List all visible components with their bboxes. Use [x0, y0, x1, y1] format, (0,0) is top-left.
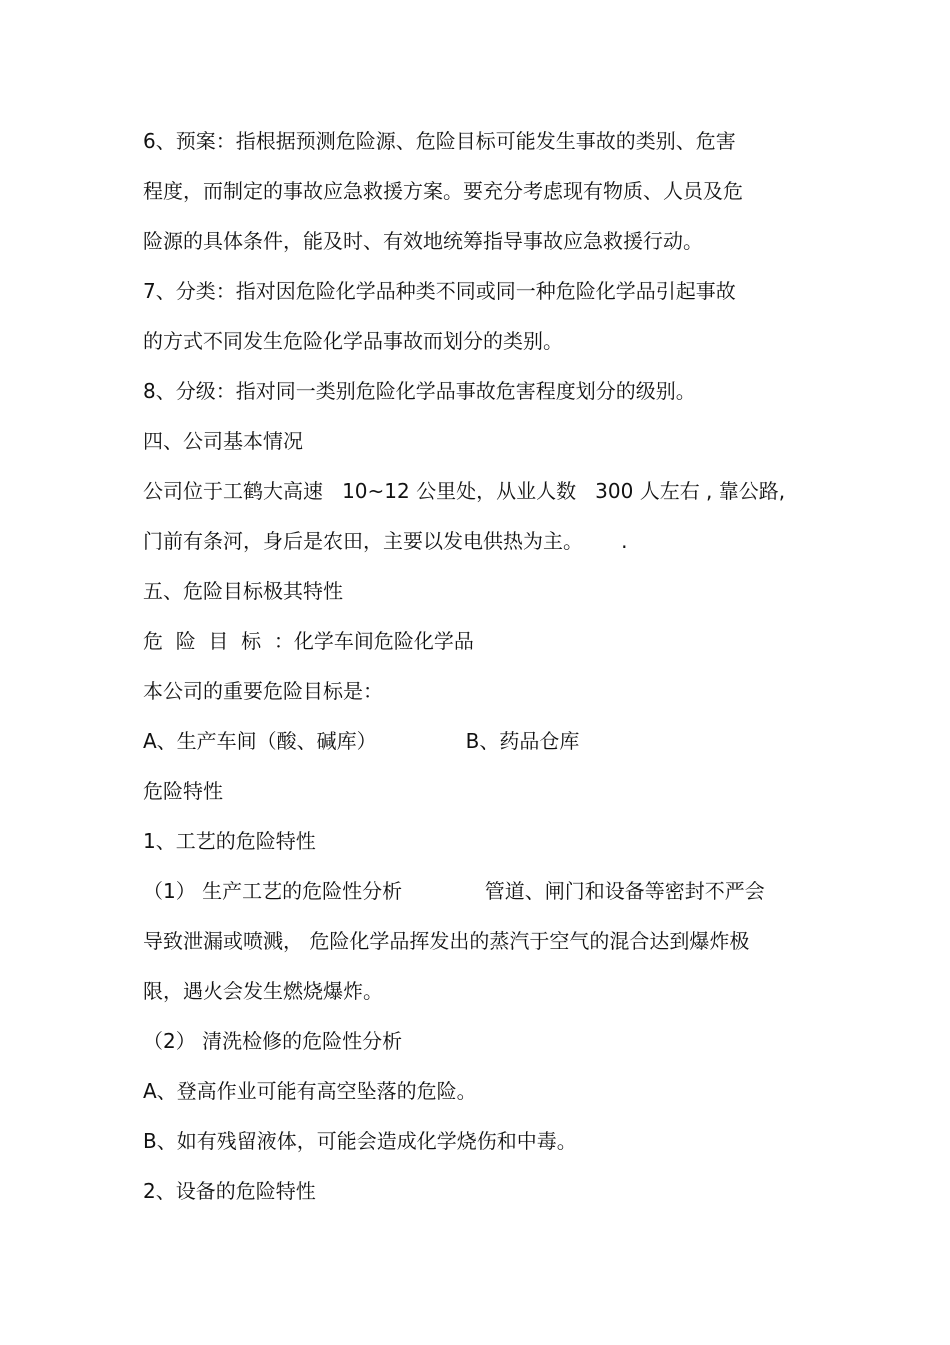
text-line: 本公司的重要危险目标是： [143, 679, 383, 703]
text-line: 6、预案：指根据预测危险源、危险目标可能发生事故的类别、危害 [143, 129, 736, 153]
section-heading: 四、公司基本情况 [143, 429, 303, 453]
text-line: 程度，而制定的事故应急救援方案。要充分考虑现有物质、人员及危 [143, 179, 743, 203]
text-line: 危 险 目 标 ：化学车间危险化学品 [143, 629, 474, 653]
section-heading: 五、危险目标极其特性 [143, 579, 343, 603]
text-line: A、登高作业可能有高空坠落的危险。 [143, 1079, 477, 1103]
text-line: 门前有条河，身后是农田，主要以发电供热为主。 . [143, 529, 628, 553]
text-line: 8、分级：指对同一类别危险化学品事故危害程度划分的级别。 [143, 379, 696, 403]
text-line: 危险特性 [143, 779, 223, 803]
text-line: 限，遇火会发生燃烧爆炸。 [143, 979, 383, 1003]
text-line: A、生产车间（酸、碱库） B、药品仓库 [143, 729, 580, 753]
text-line: B、如有残留液体，可能会造成化学烧伤和中毒。 [143, 1129, 577, 1153]
text-line: （2） 清洗检修的危险性分析 [143, 1029, 403, 1053]
text-line: 险源的具体条件，能及时、有效地统筹指导事故应急救援行动。 [143, 229, 703, 253]
text-line: 2、设备的危险特性 [143, 1179, 316, 1203]
text-line: 公司位于工鹤大高速 10~12 公里处，从业人数 300 人左右 , 靠公路, [143, 479, 786, 503]
text-line: 导致泄漏或喷溅， 危险化学品挥发出的蒸汽于空气的混合达到爆炸极 [143, 929, 750, 953]
text-line: 1、工艺的危险特性 [143, 829, 316, 853]
text-line: （1） 生产工艺的危险性分析 管道、闸门和设备等密封不严会 [143, 879, 765, 903]
text-line: 7、分类：指对因危险化学品种类不同或同一种危险化学品引起事故 [143, 279, 736, 303]
text-line: 的方式不同发生危险化学品事故而划分的类别。 [143, 329, 563, 353]
